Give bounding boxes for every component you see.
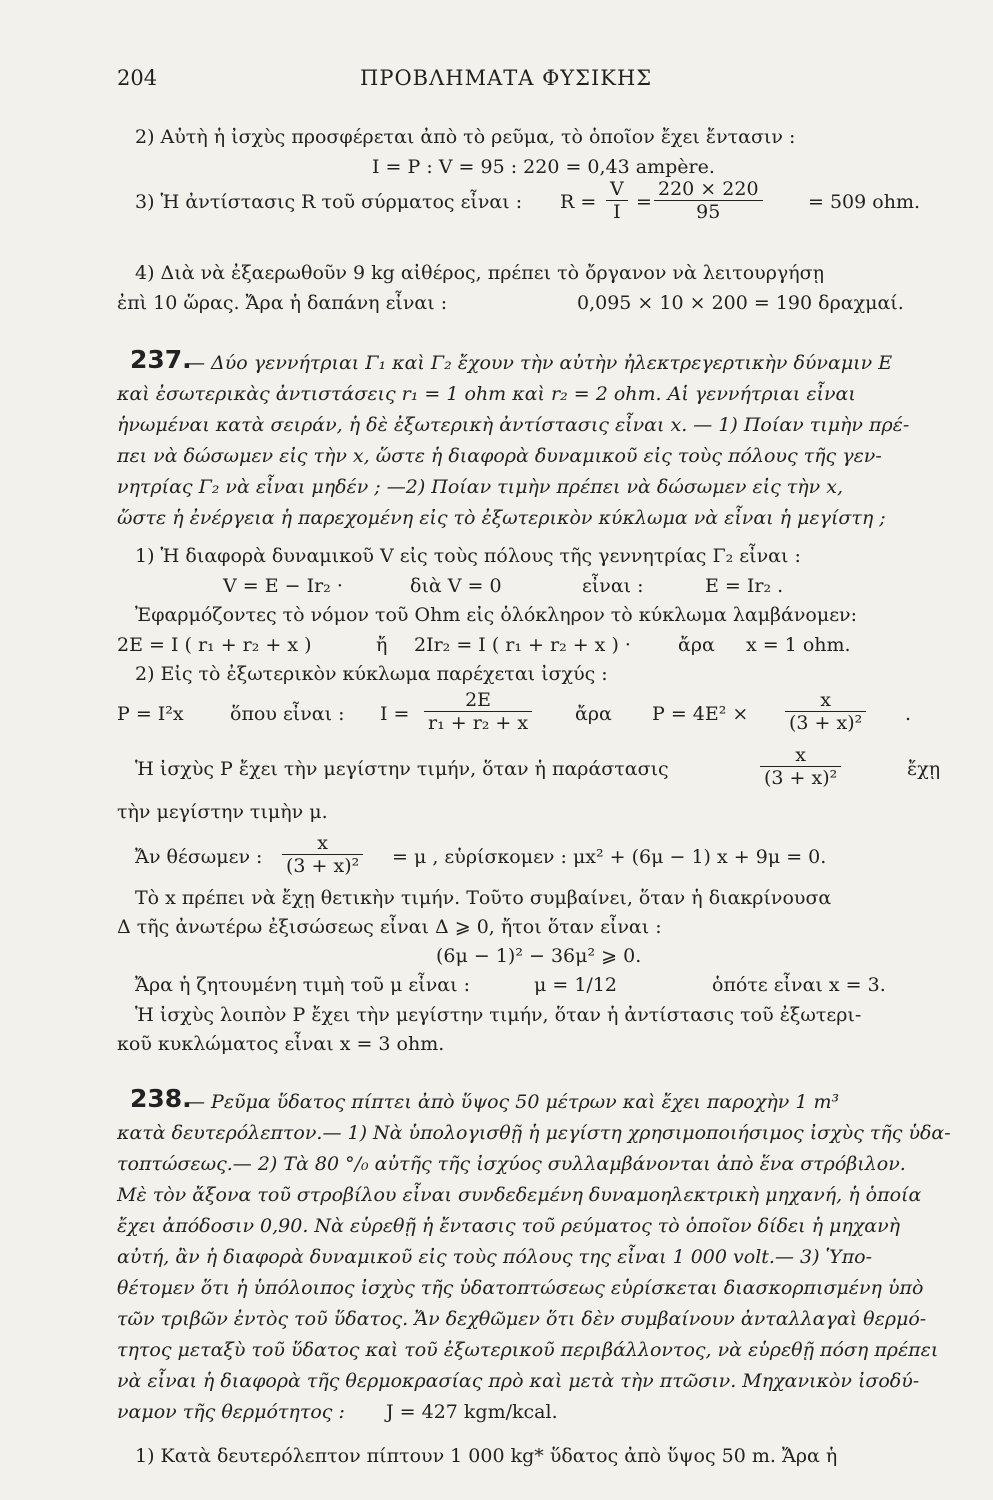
fraction-numerator: x: [282, 832, 363, 855]
solution-2-where: ὅπου εἶναι :: [230, 703, 345, 725]
problem-237-statement-line-3: ἡνωμέναι κατὰ σειράν, ἡ δὲ ἐξωτερικὴ ἀντίστασις εἶναι x. — 1) Ποίαν τιμὴν πρέ-: [117, 414, 910, 436]
prev-step-3-text: 3) Ἡ ἀντίστασις R τοῦ σύρματος εἶναι :: [135, 191, 523, 213]
problem-238-statement-line-8: τῶν τριβῶν ἐντὸς τοῦ ὕδατος. Ἄν δεχθῶμεν ὅτι δὲν συμβαίνουν ἀνταλλαγαὶ θερμό-: [117, 1308, 927, 1330]
fraction-denominator: r₁ + r₂ + x: [428, 712, 529, 734]
fraction-numerator: 220 × 220: [654, 178, 763, 201]
solution-1-intro: 1) Ἡ διαφορὰ δυναμικοῦ V εἰς τοὺς πόλους τῆς γεννητρίας Γ₂ εἶναι :: [135, 545, 801, 567]
prev-step-3-result: = 509 ohm.: [808, 191, 920, 213]
solution-2-dot: .: [905, 703, 912, 725]
solution-2-intro: 2) Εἰς τὸ ἐξωτερικὸν κύκλωμα παρέχεται ἰσχύς :: [135, 663, 608, 685]
problem-237-statement-line-1: — Δύο γεννήτριαι Γ₁ καὶ Γ₂ ἔχουν τὴν αὐτὴν ἠλεκτρεγερτικὴν δύναμιν E: [186, 352, 893, 374]
conclusion-line-1: Ἡ ἰσχὺς λοιπὸν P ἔχει τὴν μεγίστην τιμήν, ὅταν ἡ ἀντίστασις τοῦ ἐξωτερι-: [135, 1004, 862, 1026]
solution-2-power: P = I²x: [117, 703, 184, 725]
quadratic-equation: = μ , εὑρίσκομεν : μx² + (6μ − 1) x + 9μ = 0.: [392, 846, 827, 868]
problem-238-statement-line-4: Μὲ τὸν ἄξονα τοῦ στροβίλου εἶναι συνδεδεμένη δυναμοηλεκτρικὴ μηχανή, ἡ ὁποία: [117, 1184, 922, 1206]
fraction-denominator: (3 + x)²: [764, 767, 838, 789]
solution-1-eq-c: εἶναι :: [582, 575, 644, 597]
problem-238-statement-line-9: τητος μεταξὺ τοῦ ὕδατος καὶ τοῦ ἐξωτερικοῦ περιβάλλοντος, νὰ εὑρεθῇ πόση πρέπει: [117, 1339, 939, 1361]
solution-1-eq2-a: 2E = I ( r₁ + r₂ + x ): [117, 634, 312, 656]
solution-1-ohm-law: Ἐφαρμόζοντες τὸ νόμον τοῦ Ohm εἰς ὁλόκληρον τὸ κύκλωμα λαμβάνομεν:: [135, 604, 857, 626]
fraction-current: [424, 689, 532, 734]
solution-2-current-lhs: I =: [380, 703, 410, 725]
mu-result-text: Ἄρα ἡ ζητουμένη τιμὴ τοῦ μ εἶναι :: [135, 974, 470, 996]
problem-237-statement-line-6: ὥστε ἡ ἐνέργεια ἡ παρεχομένη εἰς τὸ ἐξωτερικὸν κύκλωμα νὰ εἶναι ἡ μεγίστη ;: [117, 507, 886, 529]
problem-237-statement-line-2: καὶ ἐσωτερικὰς ἀντιστάσεις r₁ = 1 ohm καὶ r₂ = 2 ohm. Αἱ γεννήτριαι εἶναι: [117, 383, 856, 405]
prev-step-3-lhs: R =: [560, 191, 597, 213]
problem-238-statement-line-7: θέτομεν ὅτι ἡ ὑπόλοιπος ἰσχὺς τῆς ὑδατοπτώσεως εὑρίσκεται διασκορπισμένη ὑπὸ: [117, 1277, 924, 1299]
solution-2-hence: ἄρα: [575, 703, 612, 725]
max-condition-text: Ἡ ἰσχὺς P ἔχει τὴν μεγίστην τιμήν, ὅταν ἡ παράστασις: [135, 758, 669, 780]
solution-1-eq2-d: ἄρα: [678, 634, 715, 656]
prev-step-4-line-2b: 0,095 × 10 × 200 = 190 δραχμαί.: [577, 292, 904, 314]
solution-1-eq-d: E = Ir₂ .: [705, 575, 784, 597]
prev-step-2-text: 2) Αὐτὴ ἡ ἰσχὺς προσφέρεται ἀπὸ τὸ ρεῦμα, τὸ ὁποῖον ἔχει ἔντασιν :: [135, 126, 796, 148]
problem-237-statement-line-5: νητρίας Γ₂ νὰ εἶναι μηδέν ; —2) Ποίαν τιμὴν πρέπει νὰ δώσωμεν εἰς τὴν x,: [117, 476, 843, 498]
fraction-numerator: 2E: [424, 689, 532, 712]
max-condition-has: ἔχῃ: [907, 758, 941, 780]
fraction-numerator: V: [606, 178, 628, 201]
solution-1-eq2-c: 2Ir₂ = I ( r₁ + r₂ + x ) ·: [414, 634, 631, 656]
prev-step-4-line-2a: ἐπὶ 10 ὥρας. Ἄρα ἡ δαπάνη εἶναι :: [117, 292, 448, 314]
fraction-denominator: (3 + x)²: [789, 712, 863, 734]
prev-step-2-formula: I = P : V = 95 : 220 = 0,43 ampère.: [372, 156, 715, 178]
joule-equivalent: J = 427 kgm/kcal.: [386, 1401, 558, 1423]
page-number: 204: [117, 66, 158, 90]
fraction-numerator: x: [785, 689, 866, 712]
set-mu-text: Ἄν θέσωμεν :: [135, 846, 263, 868]
fraction-numerator: x: [760, 744, 841, 767]
problem-238-statement-line-6: αὐτή, ἂν ἡ διαφορὰ δυναμικοῦ εἰς τοὺς πόλους της εἶναι 1 000 volt.— 3) Ὑπο-: [117, 1246, 873, 1268]
max-value-text: τὴν μεγίστην τιμὴν μ.: [117, 801, 328, 823]
prev-step-3-eq: =: [636, 191, 652, 213]
prev-step-4-line-1: 4) Διὰ νὰ ἐξαερωθοῦν 9 kg αἰθέρος, πρέπει τὸ ὄργανον νὰ λειτουργήσῃ: [135, 262, 824, 284]
problem-238-statement-line-1: — Ρεῦμα ὕδατος πίπτει ἀπὸ ὕψος 50 μέτρων καὶ ἔχει παροχὴν 1 m³: [186, 1091, 840, 1113]
fraction-expression: [760, 744, 841, 789]
problem-238-statement-line-2: κατὰ δευτερόλεπτον.— 1) Νὰ ὑπολογισθῇ ἡ μεγίστη χρησιμοποιήσιμος ἰσχὺς τῆς ὑδα-: [117, 1122, 951, 1144]
problem-238-statement-line-10: νὰ εἶναι ἡ διαφορὰ τῆς θερμοκρασίας πρὸ καὶ μετὰ τὴν πτῶσιν. Μηχανικὸν ἰσοδύ-: [117, 1370, 920, 1392]
solution-1-eq2-b: ἤ: [376, 634, 388, 656]
running-title: ΠΡΟΒΛΗΜΑΤΑ ΦΥΣΙΚΗΣ: [360, 66, 653, 90]
problem-238-statement-line-3: τοπτώσεως.— 2) Τὰ 80 °/₀ αὐτῆς τῆς ἰσχύος συλλαμβάνονται ἀπὸ ἕνα στρόβιλον.: [117, 1153, 906, 1175]
fraction-mu-definition: [282, 832, 363, 877]
discriminant-inequality: (6μ − 1)² − 36μ² ⩾ 0.: [436, 945, 642, 967]
fraction-denominator: 95: [696, 201, 721, 223]
problem-238-solution-start: 1) Κατὰ δευτερόλεπτον πίπτουν 1 000 kg* ὕδατος ἀπὸ ὕψος 50 m. Ἄρα ἡ: [135, 1445, 838, 1467]
fraction-220x220-over-95: [654, 178, 763, 223]
fraction-v-over-i: [606, 178, 628, 223]
positivity-line-2: Δ τῆς ἀνωτέρω ἐξισώσεως εἶναι Δ ⩾ 0, ἤτοι ὅταν εἶναι :: [117, 916, 662, 938]
problem-238-number: 238.: [130, 1084, 192, 1113]
solution-2-power-expr: P = 4E² ×: [652, 703, 749, 725]
solution-1-eq-a: V = E − Ir₂ ·: [223, 575, 343, 597]
fraction-power: [785, 689, 866, 734]
problem-237-statement-line-4: πει νὰ δώσωμεν εἰς τὴν x, ὥστε ἡ διαφορὰ δυναμικοῦ εἰς τοὺς πόλους τῆς γεν-: [117, 445, 882, 467]
x-result: ὁπότε εἶναι x = 3.: [712, 974, 886, 996]
positivity-line-1: Τὸ x πρέπει νὰ ἔχῃ θετικὴν τιμήν. Τοῦτο συμβαίνει, ὅταν ἡ διακρίνουσα: [135, 887, 832, 909]
mu-result-value: μ = 1/12: [534, 974, 618, 996]
problem-237-number: 237.: [130, 345, 192, 374]
conclusion-line-2: κοῦ κυκλώματος εἶναι x = 3 ohm.: [117, 1033, 445, 1055]
solution-1-eq-b: διὰ V = 0: [410, 575, 502, 597]
fraction-denominator: I: [613, 201, 621, 223]
problem-238-statement-line-5: ἔχει ἀπόδοσιν 0,90. Νὰ εὑρεθῇ ἡ ἔντασις τοῦ ρεύματος τὸ ὁποῖον δίδει ἡ μηχανὴ: [117, 1215, 901, 1237]
fraction-denominator: (3 + x)²: [286, 855, 360, 877]
solution-1-eq2-e: x = 1 ohm.: [746, 634, 851, 656]
problem-238-statement-line-11: ναμον τῆς θερμότητος :: [117, 1401, 345, 1423]
